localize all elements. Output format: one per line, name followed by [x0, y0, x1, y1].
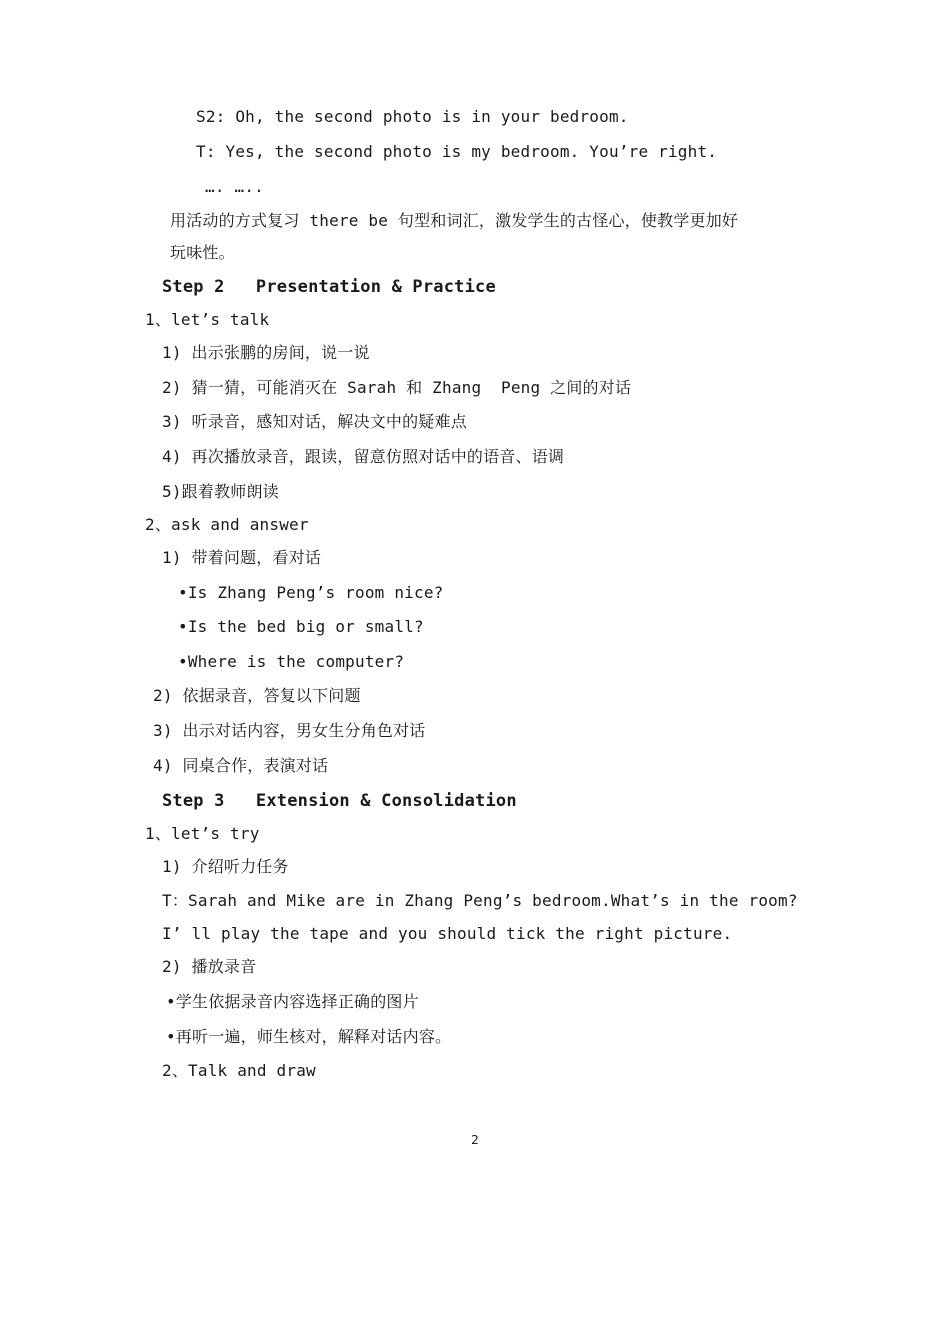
- step-2-heading: Step 2 Presentation & Practice: [162, 277, 496, 297]
- list-item: 1) 介绍听力任务: [162, 857, 289, 876]
- bullet-step: •再听一遍，师生核对，解释对话内容。: [166, 1027, 452, 1046]
- list-item: 1) 出示张鹏的房间，说一说: [162, 343, 370, 362]
- section-lets-talk: 1、let’s talk: [145, 310, 270, 329]
- bullet-step: •学生依据录音内容选择正确的图片: [166, 992, 419, 1011]
- list-item: 5)跟着教师朗读: [162, 482, 279, 501]
- teacher-instruction-line-1: T：Sarah and Mike are in Zhang Peng’s bedroom.What’s in the room?: [162, 891, 798, 910]
- bullet-question: •Is Zhang Peng’s room nice?: [178, 583, 444, 602]
- dialogue-line-t: T: Yes, the second photo is my bedroom. You’re right.: [196, 142, 718, 161]
- list-item: 3) 听录音，感知对话，解决文中的疑难点: [162, 412, 467, 431]
- activity-note-line-2: 玩味性。: [170, 243, 235, 262]
- list-item: 4) 再次播放录音，跟读，留意仿照对话中的语音、语调: [162, 447, 565, 466]
- page-number: 2: [471, 1133, 479, 1147]
- section-talk-and-draw: 2、Talk and draw: [162, 1061, 316, 1080]
- dialogue-line-s2: S2: Oh, the second photo is in your bedroom.: [196, 107, 629, 126]
- section-ask-and-answer: 2、ask and answer: [145, 515, 309, 534]
- list-item: 4) 同桌合作，表演对话: [153, 756, 329, 775]
- teacher-instruction-line-2: I’ ll play the tape and you should tick the right picture.: [162, 924, 733, 943]
- list-item: 2) 猜一猜，可能消灭在 Sarah 和 Zhang Peng 之间的对话: [162, 378, 632, 397]
- bullet-question: •Is the bed big or small?: [178, 617, 424, 636]
- ellipsis-line: …. …..: [205, 177, 264, 196]
- step-3-heading: Step 3 Extension & Consolidation: [162, 791, 517, 811]
- bullet-question: •Where is the computer?: [178, 652, 405, 671]
- section-lets-try: 1、let’s try: [145, 824, 260, 843]
- list-item: 1) 带着问题，看对话: [162, 548, 322, 567]
- list-item: 2) 播放录音: [162, 957, 257, 976]
- activity-note-line-1: 用活动的方式复习 there be 句型和词汇，激发学生的古怪心，使教学更加好: [170, 211, 739, 230]
- list-item: 3) 出示对话内容，男女生分角色对话: [153, 721, 426, 740]
- list-item: 2) 依据录音，答复以下问题: [153, 686, 361, 705]
